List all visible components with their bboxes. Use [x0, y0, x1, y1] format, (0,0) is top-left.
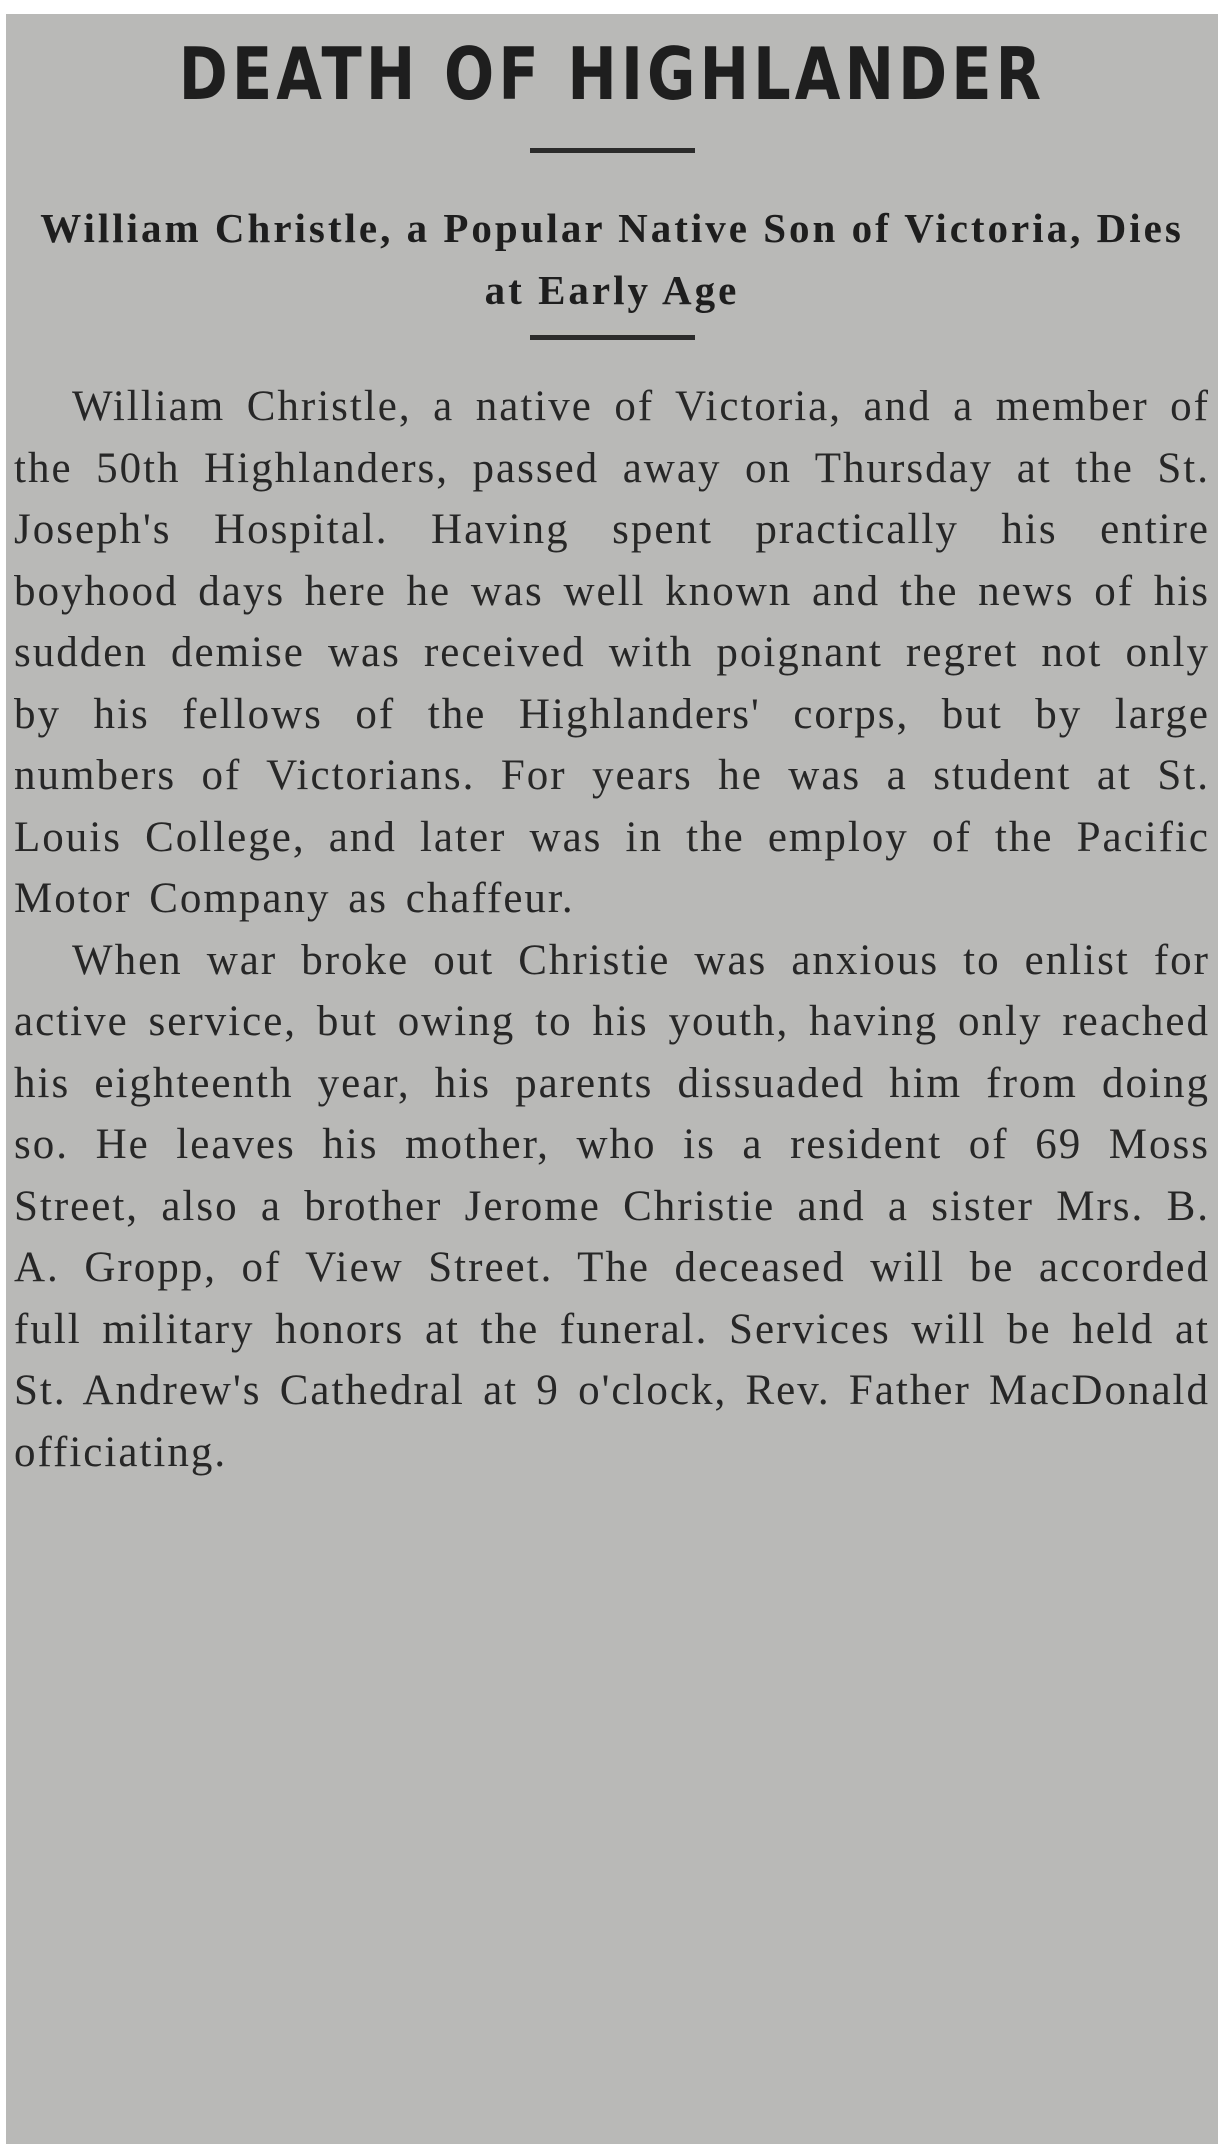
subheadline-divider — [530, 335, 695, 340]
article-paragraph-1: William Christle, a native of Victoria, and a member of the 50th Highlanders, passed away on Thursday at the St. Joseph's Hospital. Having spent practically his entire boyhood days here he was well known and the news of his sudden demise was received with poignant regret not only by his fellows of the Highlanders' corps, but by large numbers of Victorians. For years he was a student at St. Louis College, and later was in the employ of the Pacific Motor Company as chaffeur. — [14, 383, 1210, 922]
headline-divider — [530, 148, 695, 153]
subheadline: William Christle, a Popular Native Son of Victoria, Dies at Early Age — [40, 205, 1184, 313]
newspaper-clipping — [6, 14, 1218, 2144]
article-paragraph-2: When war broke out Christie was anxious to enlist for active service, but owing to his youth, having only reached his eighteenth year, his parents dissuaded him from doing so. He leaves his mother, who is a resident of 69 Moss Street, also a brother Jerome Christie and a sister Mrs. B. A. Gropp, of View Street. The deceased will be accorded full military honors at the funeral. Services will be held at St. Andrew's Cathedral at 9 o'clock, Rev. Father MacDonald officiating. — [14, 936, 1210, 1476]
headline: DEATH OF HIGHLANDER — [178, 32, 1046, 116]
